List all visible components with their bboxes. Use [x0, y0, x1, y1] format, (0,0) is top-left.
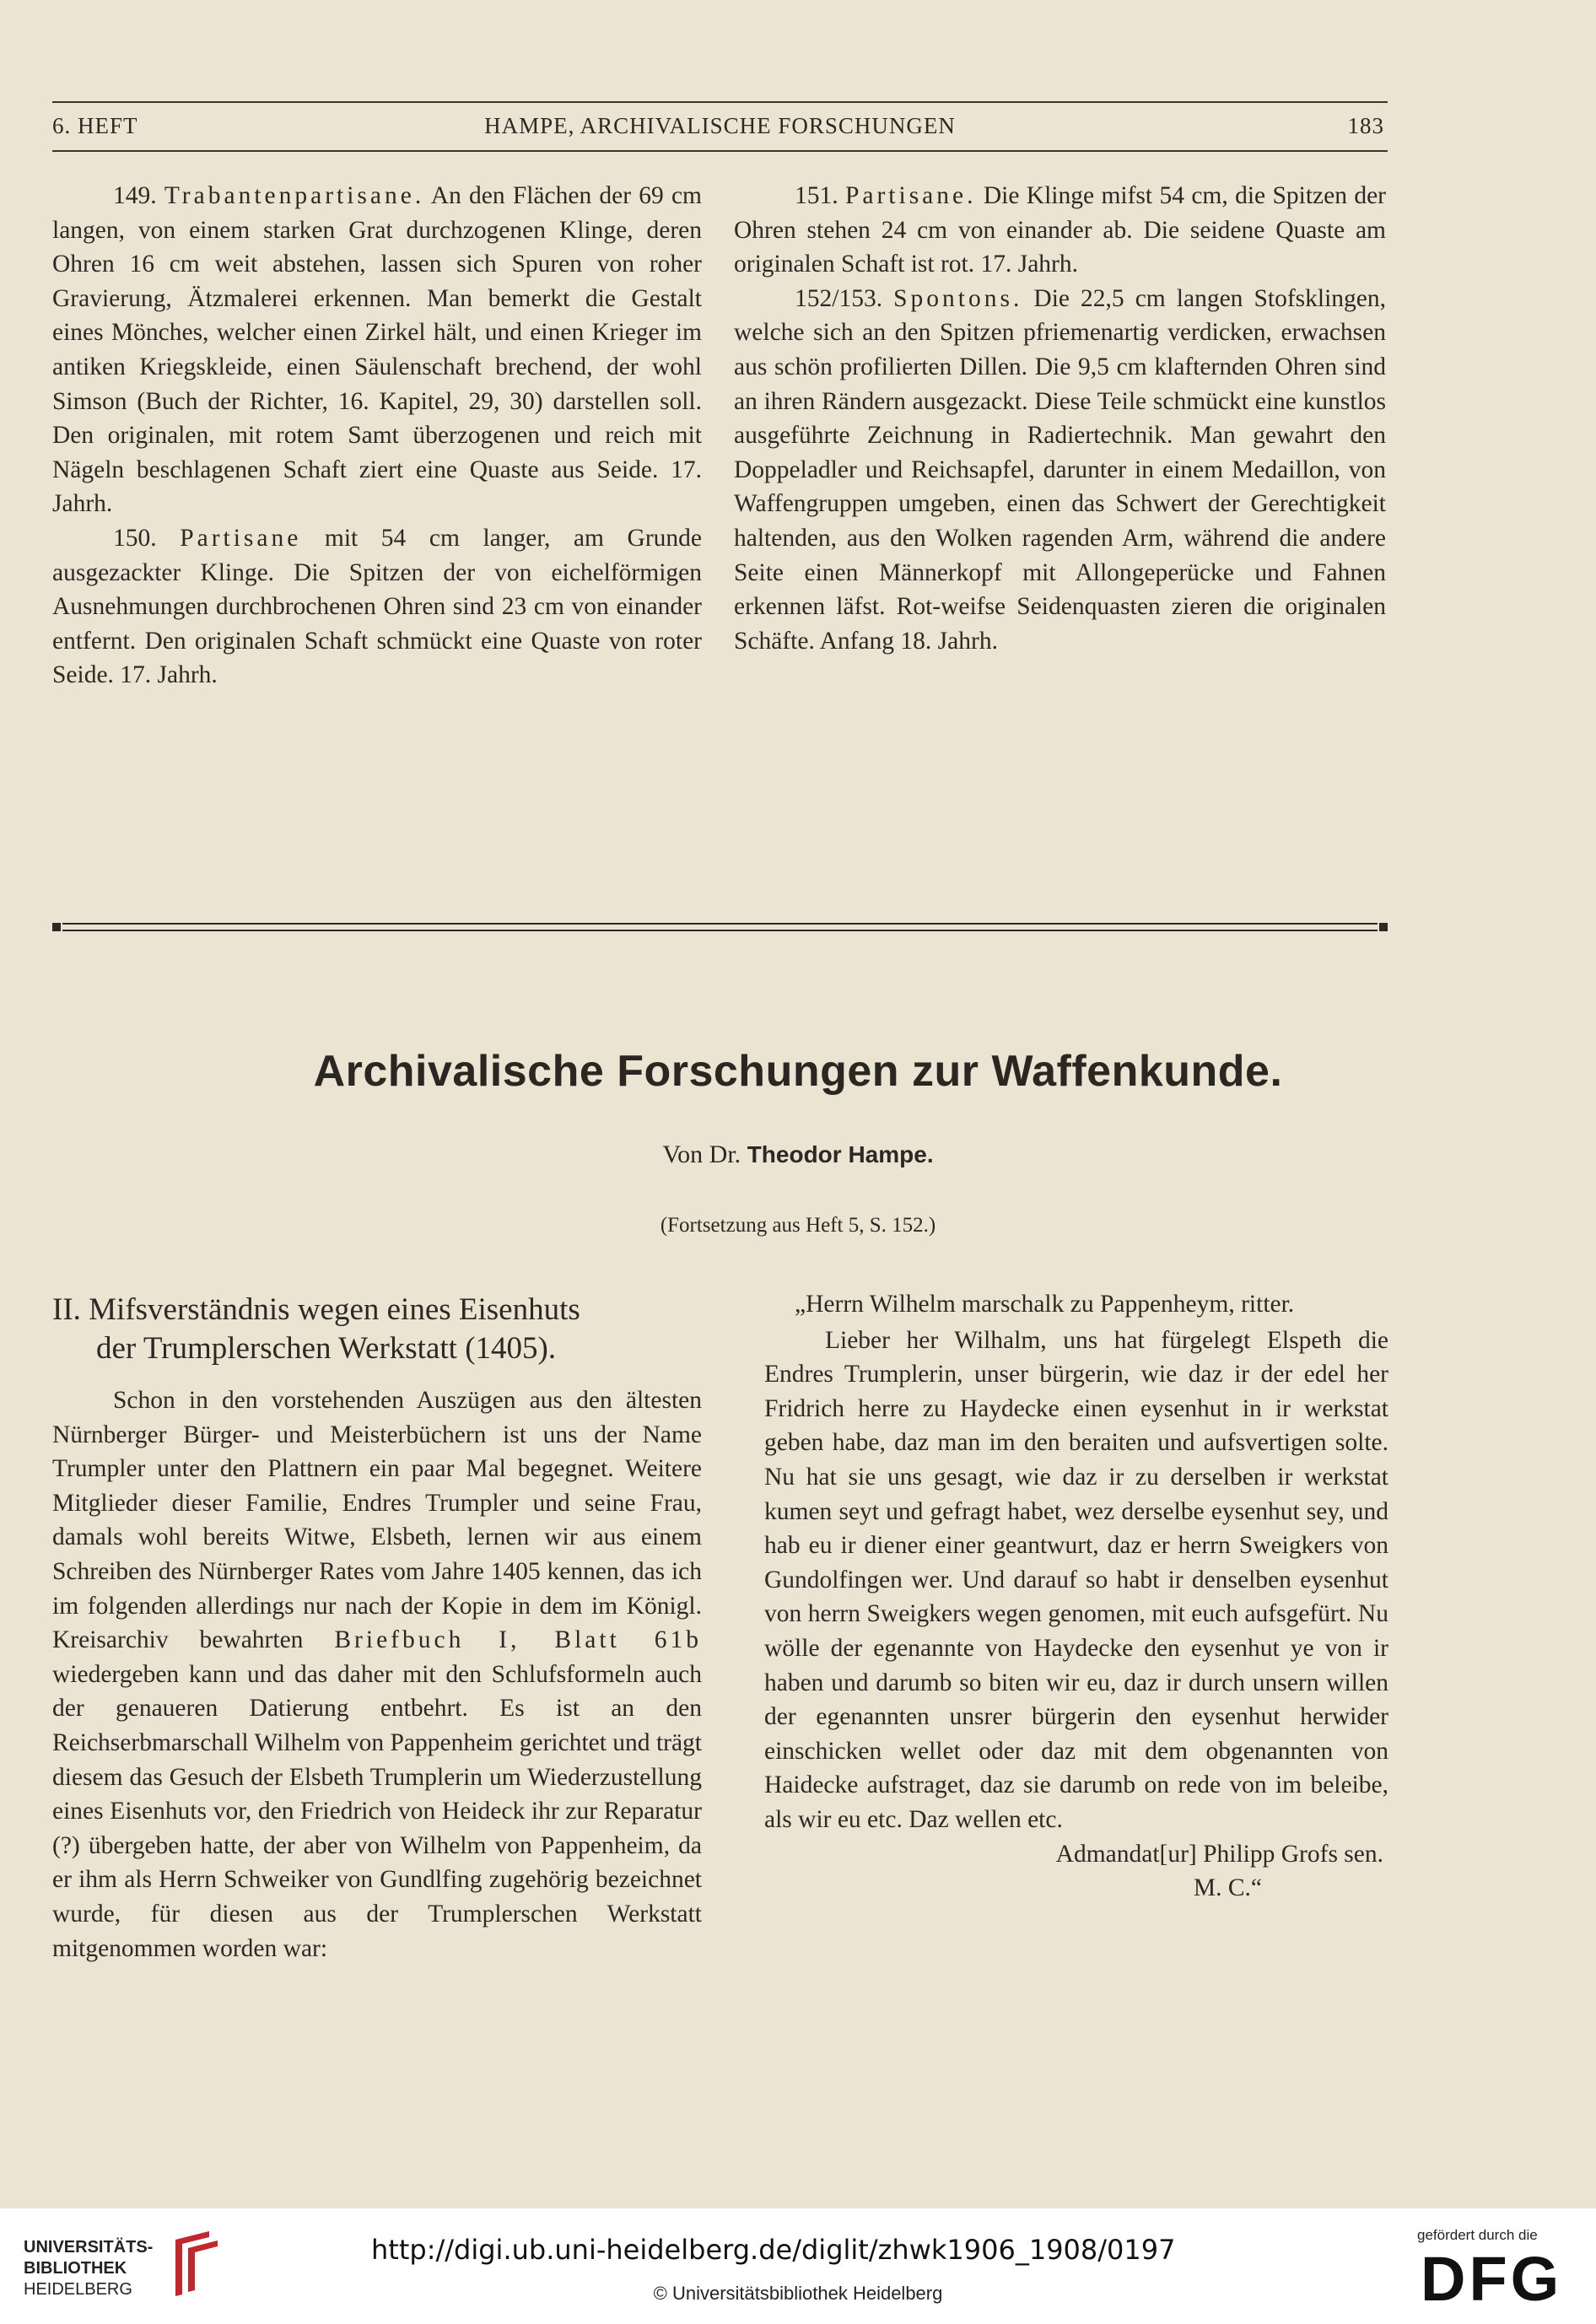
catalog-entry-152-153: 152/153. Spontons. Die 22,5 cm langen Stofsklingen, welche sich an den Spitzen pfriemenartig verdicken, erwachsen aus schön profilierten Dillen. Die 9,5 cm klafternden Ohren sind an ihren Rändern ausgezackt. Diese Teile schmückt eine kunstlos ausgeführte Zeichnung in Radiertechnik. Man gewahrt den Doppeladler und Reichsapfel, darunter in einem Medaillon, von Waffengruppen umgeben, einen das Schwert der Gerechtigkeit haltenden, aus den Wolken ragenden Arm, während die andere Seite einen Männerkopf mit Allongeperücke und Fahnen erkennen läfst. Rot-weifse Seidenquasten zieren die originalen Schäfte. Anfang 18. Jahrh.: [734, 284, 1386, 655]
catalog-entry-150: 150. Partisane mit 54 cm langer, am Grunde ausgezackter Klinge. Die Spitzen der von eichelförmigen Ausnehmungen durchbrochenen Ohren sind 23 cm von einander entfernt. Den originalen Schaft schmückt eine Quaste von roter Seide. 17. Jahrh.: [52, 524, 702, 689]
dfg-logo: DFG: [1421, 2244, 1563, 2314]
letter-signature: Admandat[ur] Philipp Grofs sen.: [1055, 1840, 1383, 1868]
running-header: [52, 101, 1388, 152]
dfg-label: gefördert durch die: [1417, 2227, 1538, 2243]
header-issue: 6. HEFT: [52, 113, 138, 138]
continuation-note: (Fortsetzung aus Heft 5, S. 152.): [660, 1214, 936, 1237]
source-url-link[interactable]: http://digi.ub.uni-heidelberg.de/diglit/zhwk1906_1908/0197: [371, 2234, 1176, 2266]
catalog-entry-151: 151. Partisane. Die Klinge mifst 54 cm, die Spitzen der Ohren stehen 24 cm von einander ab. Die seidene Quaste am originalen Schaft ist rot. 17. Jahrh.: [734, 182, 1386, 278]
catalog-entry-149: 149. Trabantenpartisane. An den Flächen der 69 cm langen, von einem starken Grat durchzogenen Klinge, deren Ohren 16 cm weit abstehen, lassen sich Spuren von roher Gravierung, Ätzmalerei erkennen. Man bemerkt die Gestalt eines Mönches, welcher einen Zirkel hält, und einen Krieger im antiken Kriegskleide, einen Säulenschaft brechend, der wohl Simson (Buch der Richter, 16. Kapitel, 29, 30) darstellen soll. Den originalen, mit rotem Samt überzogenen und reich mit Nägeln beschlagenen Schaft ziert eine Quaste aus Seide. 17. Jahrh.: [52, 182, 702, 518]
body-paragraph: Schon in den vorstehenden Auszügen aus den ältesten Nürnberger Bürger- und Meisterbüchern ist uns der Name Trumpler unter den Plattnern ein paar Mal begegnet. Weitere Mitglieder dieser Familie, Endres Trumpler und seine Frau, damals wohl bereits Witwe, Elsbeth, lernen wir aus einem Schreiben des Nürnberger Rates vom Jahre 1405 kennen, das ich im folgenden allerdings nur nach der Kopie in dem im Königl. Kreisarchiv bewahrten Briefbuch I, Blatt 61b wiedergeben kann und das daher mit den Schlufsformeln auch der genaueren Datierung entbehrt. Es ist an den Reichserbmarschall Wilhelm von Pappenheim gerichtet und trägt diesem das Gesuch der Elsbeth Trumplerin um Wiederzustellung eines Eisenhuts vor, den Friedrich von Heideck ihr zur Reparatur (?) übergeben hatte, der aber von Wilhelm von Pappenheim, da er ihm als Herrn Schweiker von Gundlfing zugehörig bezeichnet wurde, für diesen aus der Trumplerschen Werkstatt mitgenommen worden war:: [52, 1387, 702, 1962]
header-title: HAMPE, ARCHIVALISCHE FORSCHUNGEN: [484, 113, 956, 138]
letter-address: „Herrn Wilhelm marschalk zu Pappenheym, ritter.: [795, 1291, 1295, 1318]
article-title: Archivalische Forschungen zur Waffenkunde.: [313, 1047, 1283, 1096]
letter-body: Lieber her Wilhalm, uns hat fürgelegt Elspeth die Endres Trumplerin, unser bürgerin, wie daz ir der edel her Fridrich herre zu Haydecke einen eysenhut in ir werkstat geben habe, daz man im den beraiten und aufsvertigen solte. Nu hat sie uns gesagt, wie daz ir zu derselben ir werkstat kumen seyt und gefragt habet, wez derselbe eysenhut sey, und hab eu ir diener einer geantwurt, daz er herrn Sweigkers von Gundolfingen wer. Und darauf so habt ir denselben eysenhut von herrn Sweigkers wegen genomen, mit euch aufsgefürt. Nu wölle der egenannte von Haydecke den eysenhut ye von ir haben und darumb so biten wir eu, daz ir durch unsern willen der egenannten unsrer bürgerin den eysenhut herwider einschicken wellet oder daz mit dem obgenannten von Haidecke aufstraget, daz sie darumb on rede von im beleibe, als wir eu etc. Daz wellen etc.: [764, 1326, 1388, 1833]
left-column-body: [52, 1383, 702, 1965]
right-column-letter: [764, 1287, 1388, 1906]
ub-heidelberg-logo-text: UNIVERSITÄTS- BIBLIOTHEK HEIDELBERG: [24, 2238, 154, 2299]
ornamental-rule: [52, 919, 1388, 935]
footer-bar: [0, 2208, 1596, 2324]
header-page-number: 183: [1347, 113, 1384, 138]
left-column-top: [52, 179, 702, 693]
copyright-text: © Universitätsbibliothek Heidelberg: [653, 2283, 943, 2304]
letter-mc: M. C.“: [1193, 1874, 1262, 1902]
author-name: Theodor Hampe.: [747, 1141, 934, 1167]
section-heading: II. Mifsverständnis wegen eines Eisenhuts der Trumplerschen Werkstatt (1405).: [52, 1292, 580, 1366]
article-author: Von Dr. Theodor Hampe.: [662, 1140, 934, 1168]
right-column-top: [734, 179, 1386, 658]
